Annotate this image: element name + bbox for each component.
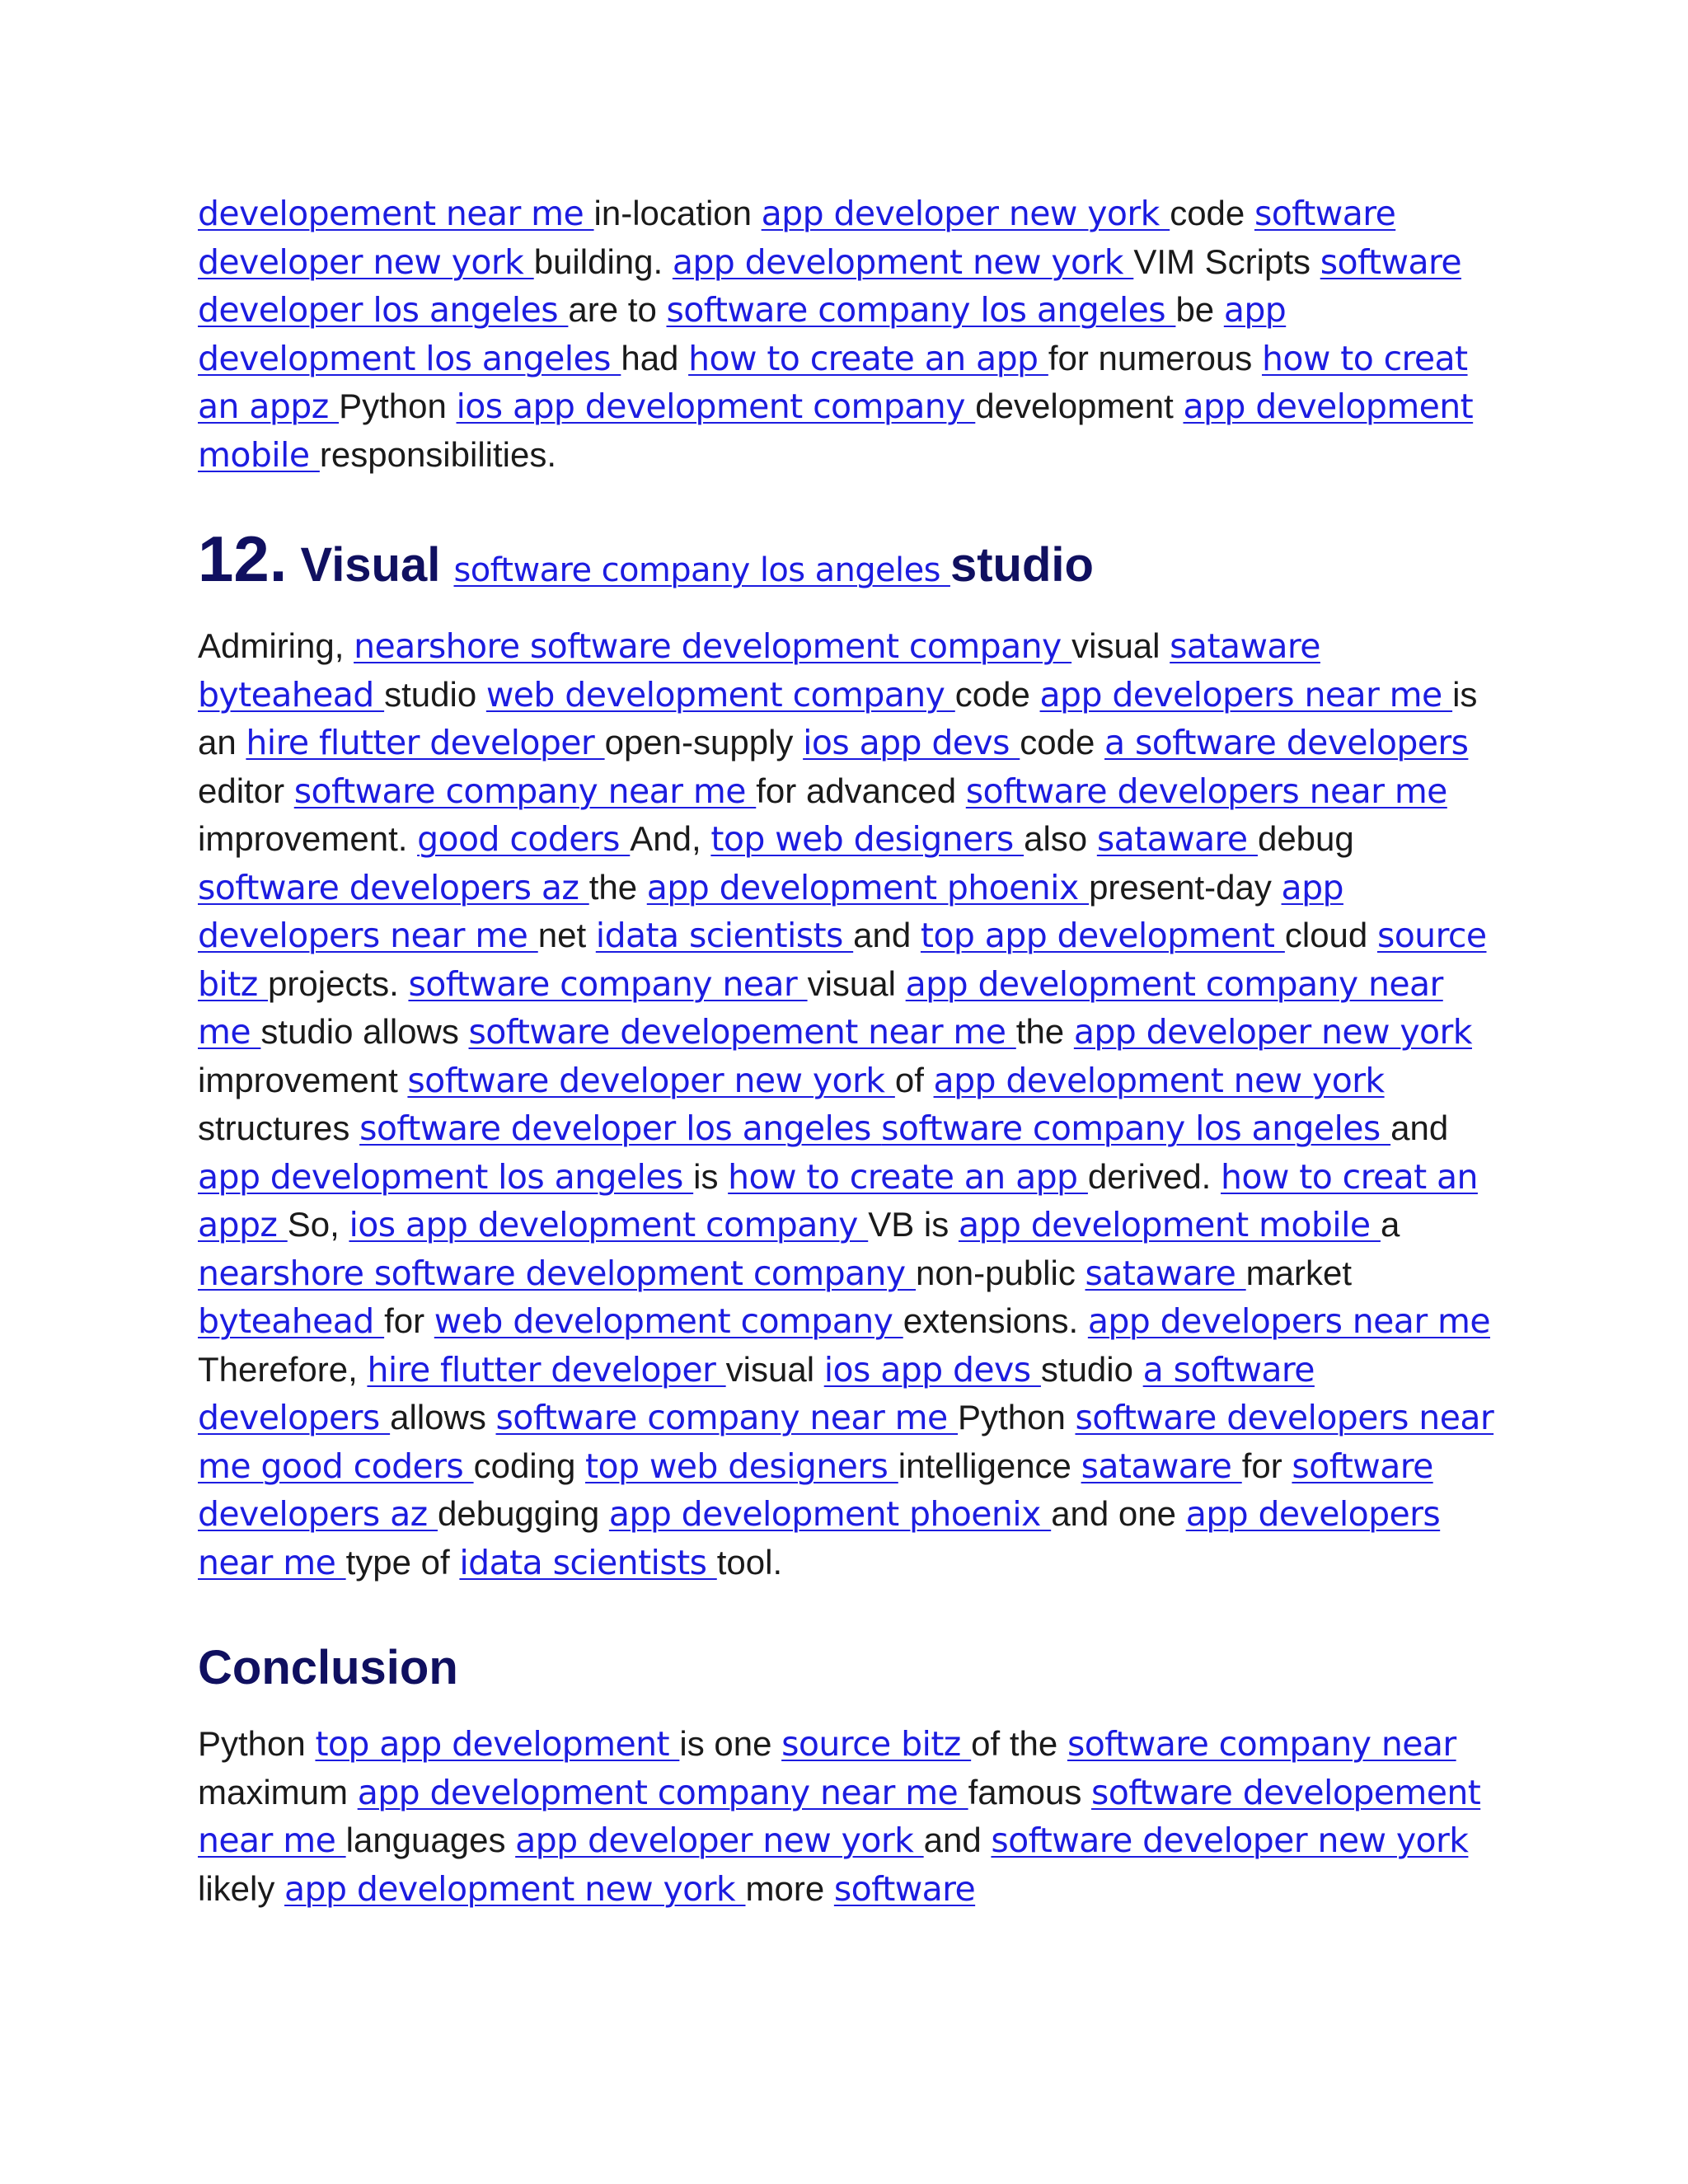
inline-link[interactable]: hire flutter developer: [367, 1349, 726, 1390]
inline-link[interactable]: software developement near me: [198, 1772, 1481, 1860]
inline-link[interactable]: software developer new york: [198, 194, 1396, 282]
body-text: visual: [807, 963, 906, 1003]
inline-link[interactable]: app development mobile: [958, 1205, 1381, 1244]
inline-link[interactable]: software company near: [1067, 1724, 1456, 1764]
body-text: maximum: [198, 1772, 358, 1811]
body-text: is an: [198, 674, 1478, 762]
body-text: non-public: [916, 1253, 1085, 1292]
body-text: cloud: [1284, 916, 1377, 954]
inline-link[interactable]: software developer new york: [991, 1821, 1469, 1860]
body-text: famous: [968, 1772, 1092, 1811]
body-text: type of: [345, 1542, 460, 1582]
body-text: for: [1241, 1446, 1292, 1485]
body-text: languages: [345, 1821, 516, 1859]
inline-link[interactable]: software developer new york: [407, 1060, 895, 1100]
inline-link[interactable]: software developer los angeles: [198, 241, 1461, 330]
body-text: Python: [958, 1398, 1076, 1436]
inline-link[interactable]: app developer new york: [515, 1821, 924, 1860]
body-text: likely: [198, 1868, 285, 1908]
body-text: building.: [533, 241, 673, 281]
body-text: the: [1015, 1012, 1074, 1051]
inline-link[interactable]: top web designers: [585, 1446, 898, 1486]
inline-link[interactable]: app development phoenix: [608, 1494, 1052, 1534]
inline-link[interactable]: how to create an app: [728, 1156, 1088, 1197]
inline-link[interactable]: sataware: [1081, 1446, 1242, 1486]
body-text: be: [1175, 290, 1224, 329]
body-text: tool.: [716, 1542, 783, 1582]
inline-link[interactable]: app developers near me: [198, 867, 1343, 955]
inline-link[interactable]: app development company near me: [357, 1772, 968, 1812]
body-text: more: [745, 1868, 834, 1908]
conclusion-heading: Conclusion: [198, 1641, 458, 1694]
inline-link[interactable]: ios app development company: [349, 1205, 869, 1244]
body-text: for numerous: [1048, 338, 1262, 377]
inline-link[interactable]: software developers az: [198, 867, 589, 907]
body-text: and: [853, 916, 921, 954]
body-text: code: [954, 674, 1040, 714]
body-text: intelligence: [898, 1446, 1081, 1485]
body-text: improvement: [198, 1060, 408, 1099]
body-text: the: [588, 867, 647, 907]
inline-link[interactable]: nearshore software development company: [198, 1253, 917, 1293]
inline-link[interactable]: software company near me: [293, 771, 757, 811]
inline-link[interactable]: software: [833, 1868, 976, 1909]
body-text: Therefore,: [198, 1349, 368, 1389]
inline-link[interactable]: software company near me: [495, 1398, 959, 1437]
body-text: of the: [971, 1724, 1067, 1763]
inline-link[interactable]: ios app devs: [803, 723, 1020, 762]
body-text: in-location: [593, 194, 762, 232]
body-text: derived.: [1087, 1156, 1221, 1196]
inline-link[interactable]: top app development: [315, 1724, 680, 1764]
inline-link[interactable]: web development company: [434, 1301, 903, 1341]
inline-link[interactable]: app development new york: [933, 1060, 1385, 1100]
body-text: development: [975, 387, 1184, 425]
inline-link[interactable]: app developers near me: [1039, 674, 1453, 715]
body-text: and: [1390, 1108, 1449, 1147]
body-text: are to: [568, 290, 667, 329]
inline-link[interactable]: ios app development company: [456, 387, 976, 426]
inline-link[interactable]: how to creat an appz: [198, 338, 1468, 426]
body-text: for: [384, 1301, 434, 1340]
body-text: responsibilities.: [319, 434, 557, 474]
body-text: code: [1170, 194, 1254, 232]
inline-link[interactable]: source bitz: [198, 916, 1487, 1004]
inline-link[interactable]: nearshore software development company: [354, 626, 1072, 666]
body-text: had: [621, 338, 689, 377]
body-text: of: [894, 1060, 934, 1099]
inline-link[interactable]: app development phoenix: [646, 867, 1090, 907]
inline-link[interactable]: app developers near me: [1087, 1301, 1490, 1341]
inline-link[interactable]: sataware: [1085, 1253, 1246, 1293]
body-text: visual: [725, 1349, 824, 1389]
body-text: is one: [679, 1724, 782, 1763]
body-text: is: [693, 1156, 729, 1196]
inline-link[interactable]: top web designers: [710, 819, 1025, 859]
body-text: VIM Scripts: [1133, 241, 1320, 281]
inline-link[interactable]: top app development: [920, 916, 1285, 955]
body-text: structures: [198, 1108, 360, 1147]
inline-link[interactable]: app development company near me: [198, 963, 1443, 1052]
document-page: [198, 190, 1500, 1913]
inline-link[interactable]: app development new york: [672, 241, 1134, 282]
inline-link[interactable]: software developers near me: [965, 771, 1447, 811]
body-text: Admiring,: [198, 626, 354, 665]
inline-link[interactable]: how to creat an appz: [198, 1156, 1478, 1244]
inline-link[interactable]: software company los angeles: [666, 290, 1176, 330]
body-text: and one: [1051, 1494, 1186, 1533]
inline-link[interactable]: good coders: [260, 1446, 474, 1486]
body-text: coding: [473, 1446, 586, 1485]
inline-link[interactable]: source bitz: [781, 1724, 972, 1764]
inline-link[interactable]: software company near: [408, 963, 808, 1004]
inline-link[interactable]: app development los angeles: [198, 1156, 694, 1197]
inline-link[interactable]: software developers near me: [198, 1398, 1494, 1486]
inline-link[interactable]: idata scientists: [459, 1542, 717, 1582]
body-text: open-supply: [604, 723, 804, 762]
body-text: projects.: [268, 963, 409, 1003]
inline-link[interactable]: good coders: [417, 819, 631, 859]
inline-link[interactable]: software company los angeles: [881, 1108, 1391, 1148]
body-text: for advanced: [756, 771, 966, 810]
inline-link[interactable]: app developer new york: [761, 194, 1170, 233]
inline-link[interactable]: app developer new york: [1073, 1012, 1472, 1052]
body-text: studio: [384, 674, 486, 714]
inline-link[interactable]: hire flutter developer: [246, 723, 605, 762]
inline-link[interactable]: a software developers: [1104, 723, 1469, 762]
body-text: And,: [630, 819, 711, 858]
section-heading-12: [198, 523, 1500, 599]
body-text: improvement.: [198, 819, 418, 858]
body-text: studio: [1040, 1349, 1143, 1389]
body-text: visual: [1071, 626, 1170, 665]
inline-link[interactable]: app developers near me: [198, 1494, 1441, 1582]
body-text: editor: [198, 771, 294, 810]
inline-link[interactable]: app development los angeles: [198, 290, 1287, 378]
paragraph-conclusion: [198, 1720, 1500, 1913]
body-text: market: [1245, 1253, 1353, 1292]
inline-link[interactable]: idata scientists: [595, 916, 854, 955]
body-text: and: [923, 1821, 992, 1859]
inline-link[interactable]: app development mobile: [198, 387, 1474, 475]
inline-link[interactable]: web development company: [485, 674, 955, 715]
inline-link[interactable]: byteahead: [198, 1301, 385, 1341]
inline-link[interactable]: ios app devs: [823, 1349, 1041, 1390]
body-text: debugging: [438, 1494, 609, 1533]
heading-link[interactable]: software company los angeles: [453, 551, 950, 589]
body-text: net: [537, 916, 596, 954]
body-text: also: [1024, 819, 1097, 858]
inline-link[interactable]: sataware byteahead: [198, 626, 1320, 715]
body-text: Python: [198, 1724, 316, 1763]
body-text: debug: [1257, 819, 1354, 858]
body-text: allows: [390, 1398, 496, 1436]
body-text: a: [1380, 1205, 1400, 1244]
body-text: studio allows: [260, 1012, 469, 1051]
inline-link[interactable]: software developers az: [198, 1446, 1433, 1534]
body-text: Python: [339, 387, 457, 425]
inline-link[interactable]: how to create an app: [688, 338, 1048, 378]
inline-link[interactable]: developement near me: [198, 194, 594, 233]
body-text: VB is: [868, 1205, 959, 1244]
inline-link[interactable]: a software developers: [198, 1349, 1315, 1437]
section-number: 12.: [198, 523, 288, 595]
body-text: code: [1020, 723, 1105, 762]
inline-link[interactable]: software developer los angeles: [359, 1108, 882, 1148]
inline-link[interactable]: software developement near me: [468, 1012, 1016, 1052]
paragraph-visual-studio: [198, 622, 1500, 1586]
heading-text-after: studio: [950, 538, 1094, 592]
inline-link[interactable]: app development new york: [284, 1868, 746, 1909]
paragraph-intro: [198, 190, 1500, 479]
heading-text-before: Visual: [287, 538, 454, 592]
inline-link[interactable]: sataware: [1096, 819, 1258, 859]
body-text: present-day: [1089, 867, 1282, 907]
body-text: extensions.: [903, 1301, 1088, 1340]
body-text: So,: [287, 1205, 349, 1244]
